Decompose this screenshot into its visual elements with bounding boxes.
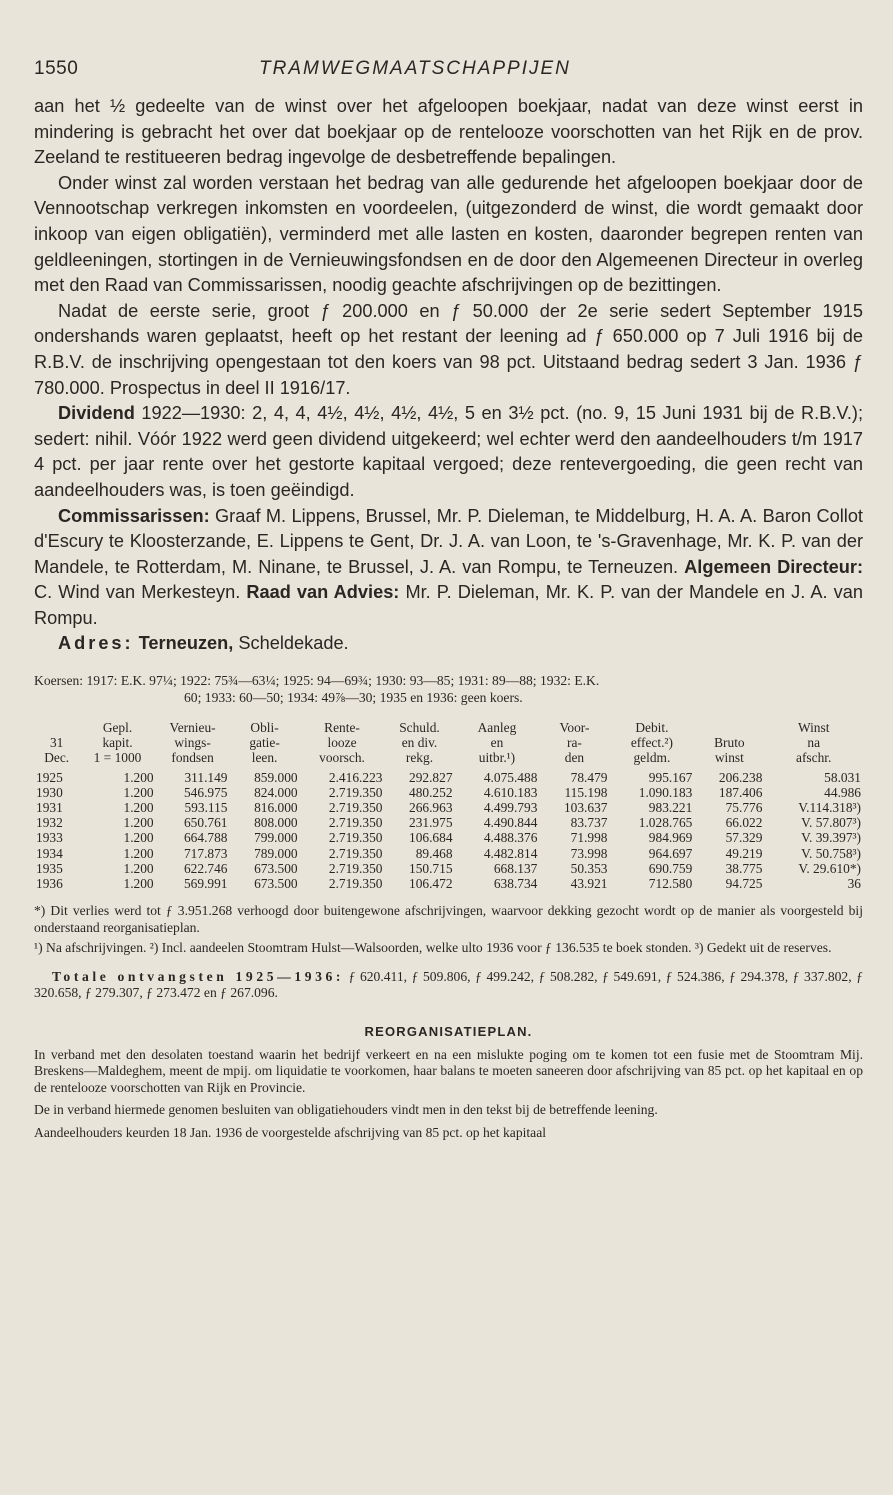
table-header-row: [34, 735, 863, 750]
table-header-cell: Gepl.: [102, 720, 133, 736]
totale-text: ƒ 620.411, ƒ 509.806, ƒ 499.242, ƒ 508.282, ƒ 549.691, ƒ 524.386, ƒ 294.378, ƒ 337.802, ƒ 320.658, ƒ 279.307, ƒ 273.472 en ƒ 267.096.: [34, 968, 863, 1001]
adres-text: Scheldekade.: [233, 633, 349, 654]
reorg-paragraph-2: De in verband hiermede genomen besluiten van obligatiehouders vindt men in den tekst bij de betreffende leening.: [34, 1102, 658, 1118]
table-cell: V. 50.758³): [801, 845, 861, 861]
table-cell: 668.137: [493, 860, 538, 876]
page-number: 1550: [34, 58, 79, 79]
table-cell: 73.998: [570, 845, 608, 861]
table-cell: 78.479: [570, 769, 608, 785]
table-header-cell: voorsch.: [319, 750, 365, 766]
dividend-label: Dividend: [58, 403, 135, 424]
directeur-text: C. Wind van Merkesteyn.: [34, 582, 247, 603]
commissarissen-text: Graaf M. Lippens, Brussel, Mr. P. Dieleman, te Middelburg, H. A. A. Baron Collot d'Escury te Kloosterzande, E. Lippens te Gent, Dr. J. A. van Loon, te 's-Gravenhage, Mr. K. P. van der Mandele, te Rotterdam, M. Ninane, te Brussel, J. A. van Rompu, te Terneuzen.: [34, 505, 863, 577]
table-header-cell: Bruto: [714, 735, 745, 751]
table-cell: V. 57.807³): [801, 815, 861, 831]
table-header-cell: Schuld.: [399, 720, 440, 736]
table-cell: 569.991: [183, 876, 228, 892]
dividend-text: 1922—1930: 2, 4, 4, 4½, 4½, 4½, 4½, 5 en 3½ pct. (no. 9, 15 Juni 1931 bij de R.B.V.); sedert: nihil. Vóór 1922 werd geen dividend uitgekeerd; wel echter werd den aandeelhouders t/m 1917 4 pct. per jaar rente over het gestorte kapitaal vergoed; deze rentevergoeding, die geen recht van aandeelhouders was, is toen geëindigd.: [34, 403, 863, 500]
table-row: [34, 830, 863, 845]
reorganisatieplan: [34, 1047, 863, 1142]
table-cell: 593.115: [184, 800, 228, 816]
paragraph-loan-issue: Nadat de eerste serie, groot ƒ 200.000 en ƒ 50.000 der 2e serie sedert September 1915 ondershands waren geplaatst, heeft op het restant der leening ad ƒ 650.000 op 7 Juli 1916 bij de R.B.V. de inschrijving opengestaan tot den koers van 98 pct. Uitstaand bedrag sedert 3 Jan. 1936 ƒ 780.000. Prospectus in deel II 1916/17.: [34, 300, 863, 398]
financial-table: [34, 720, 863, 891]
table-cell: 4.610.183: [483, 784, 538, 800]
table-cell: 75.776: [725, 800, 763, 816]
table-cell: 94.725: [725, 876, 763, 892]
table-cell: 89.468: [415, 845, 453, 861]
table-cell: 43.921: [570, 876, 608, 892]
table-row: [34, 770, 863, 785]
table-year-cell: 1936: [36, 876, 63, 892]
table-header-cell: looze: [327, 735, 357, 751]
table-header-cell: den: [564, 750, 585, 766]
footnote-references: ¹) Na afschrijvingen. ²) Incl. aandeelen Stoomtram Hulst—Walsoorden, welke ulto 1936 voor ƒ 136.535 te boek stonden. ³) Gedekt uit de reserves.: [34, 940, 832, 956]
totale-ontvangsten: [34, 969, 863, 1002]
table-cell: 546.975: [183, 784, 228, 800]
adres-label: Adres:: [58, 633, 134, 654]
table-header-cell: na: [807, 735, 821, 751]
koersen-line-1: Koersen: 1917: E.K. 97¼; 1922: 75¾—63¼; 1925: 94—69¾; 1930: 93—85; 1931: 89—88; 1932: E.K.: [34, 673, 600, 689]
table-cell: 57.329: [725, 830, 763, 846]
advies-text: Mr. P. Dieleman, Mr. K. P. van der Mandele en J. A. van Rompu.: [34, 582, 864, 628]
directeur-label: Algemeen Directeur:: [684, 556, 863, 577]
table-cell: 1.200: [123, 769, 154, 785]
paragraph-dividend: [34, 401, 863, 503]
table-cell: 2.416.223: [328, 769, 383, 785]
table-header-cell: gatie-: [249, 735, 280, 751]
table-cell: 984.969: [648, 830, 693, 846]
table-cell: 690.759: [648, 860, 693, 876]
table-header-cell: winst: [714, 750, 744, 766]
table-cell: 824.000: [254, 784, 298, 800]
table-cell: 480.252: [409, 784, 453, 800]
table-header-cell: wings-: [174, 735, 211, 751]
table-header-cell: ra-: [566, 735, 582, 751]
table-row: [34, 815, 863, 830]
table-cell: 1.200: [123, 800, 154, 816]
table-header-cell: Obli-: [250, 720, 279, 736]
advies-label: Raad van Advies:: [246, 582, 400, 603]
table-cell: 2.719.350: [328, 784, 383, 800]
table-row: [34, 800, 863, 815]
reorg-paragraph-1: In verband met den desolaten toestand waarin het bedrijf verkeert en na een mislukte poging om te komen tot een fusie met de Stoomtram Mij. Breskens—Maldeghem, meent de mpij. om liquidatie te voorkomen, haar balans te moeten saneeren door afschrijving van 85 pct. op het kapitaal en op de rentelooze voorschotten van Rijk en Provincie.: [34, 1046, 863, 1095]
paragraph-profit-share: aan het ½ gedeelte van de winst over het afgeloopen boekjaar, nadat van deze winst eerst in mindering is gebracht het over dat boekjaar op de rentelooze voorschotten van het Rijk en de prov. Zeeland te restitueeren bedrag ingevolge de desbetreffende bepalingen.: [34, 96, 863, 168]
adres-place: Terneuzen,: [138, 633, 234, 654]
table-cell: 58.031: [824, 769, 861, 785]
table-row: [34, 846, 863, 861]
table-cell: 1.200: [123, 830, 154, 846]
table-cell: 266.963: [409, 800, 453, 816]
table-cell: V. 29.610*): [798, 860, 861, 876]
table-cell: 106.684: [409, 830, 453, 846]
table-cell: 106.472: [409, 876, 453, 892]
table-header-cell: en div.: [401, 735, 438, 751]
table-year-cell: 1930: [36, 784, 63, 800]
table-cell: 2.719.350: [328, 876, 383, 892]
table-header-cell: kapit.: [102, 735, 133, 751]
table-year-cell: 1935: [36, 860, 63, 876]
table-header-cell: effect.²): [630, 735, 673, 751]
table-cell: 4.482.814: [483, 845, 538, 861]
table-cell: 83.737: [570, 815, 608, 831]
table-cell: 44.986: [824, 784, 861, 800]
table-cell: 50.353: [570, 860, 608, 876]
table-cell: 231.975: [409, 815, 453, 831]
table-year-cell: 1925: [36, 769, 63, 785]
koersen: [34, 673, 863, 706]
table-cell: 187.406: [718, 784, 763, 800]
table-row: [34, 861, 863, 876]
table-cell: 292.827: [409, 769, 453, 785]
table-cell: 808.000: [254, 815, 298, 831]
table-cell: 1.200: [123, 784, 154, 800]
table-header-row: [34, 750, 863, 769]
table-cell: 206.238: [718, 769, 763, 785]
table-cell: 983.221: [648, 800, 693, 816]
table-header-cell: afschr.: [796, 750, 832, 766]
table-cell: 995.167: [648, 769, 693, 785]
table-header-cell: rekg.: [405, 750, 434, 766]
table-header-cell: en: [490, 735, 504, 751]
footnote-loss: *) Dit verlies werd tot ƒ 3.951.268 verhoogd door buitengewone afschrijvingen, waarvoor dekking gezocht wordt op de manier als voorgesteld bij onderstaand reorganisatieplan.: [34, 903, 863, 935]
table-header-cell: geldm.: [633, 750, 671, 766]
table-header-cell: [34, 720, 79, 735]
table-cell: 49.219: [725, 845, 763, 861]
table-cell: 2.719.350: [328, 830, 383, 846]
table-cell: 4.488.376: [483, 830, 538, 846]
table-cell: 311.149: [184, 769, 228, 785]
paragraph-winst-definition: Onder winst zal worden verstaan het bedrag van alle gedurende het afgeloopen boekjaar door de Vennootschap verkregen inkomsten en voordeelen, (uitgezonderd de winst, die wordt gemaakt door inkoop van eigen obligatiën), verminderd met alle lasten en kosten, daaronder begrepen renten van geldleeningen, stortingen in de Vernieuwingsfondsen en de door den Algemeenen Directeur in overleg met den Raad van Commissarissen, noodig geachte afschrijvingen op de bezittingen.: [34, 172, 863, 296]
table-cell: 717.873: [183, 845, 228, 861]
table-cell: V.114.318³): [798, 800, 861, 816]
table-cell: 1.200: [123, 860, 154, 876]
table-header-cell: Debit.: [635, 720, 669, 736]
table-cell: 1.200: [123, 815, 154, 831]
table-year-cell: 1932: [36, 815, 63, 831]
table-cell: 2.719.350: [328, 800, 383, 816]
table-cell: 664.788: [183, 830, 228, 846]
table-cell: 4.490.844: [483, 815, 538, 831]
koersen-line-2: 60; 1933: 60—50; 1934: 49⅞—30; 1935 en 1936: geen koers.: [184, 689, 523, 705]
table-header-cell: Dec.: [44, 750, 70, 766]
table-cell: 115.198: [564, 784, 608, 800]
table-cell: 859.000: [254, 769, 298, 785]
table-cell: 150.715: [409, 860, 453, 876]
table-cell: 4.499.793: [483, 800, 538, 816]
table-cell: 2.719.350: [328, 845, 383, 861]
paragraph-board: [34, 504, 863, 632]
table-header-cell: uitbr.¹): [478, 750, 516, 766]
table-header-cell: Aanleg: [477, 720, 517, 736]
table-header-cell: Vernieu-: [169, 720, 216, 736]
table-cell: V. 39.397³): [801, 830, 861, 846]
table-cell: 1.200: [123, 876, 154, 892]
table-cell: 38.775: [725, 860, 763, 876]
table-year-cell: 1934: [36, 845, 63, 861]
footnotes: [34, 903, 863, 957]
table-row: [34, 876, 863, 891]
table-cell: 789.000: [254, 845, 298, 861]
table-header-cell: leen.: [251, 750, 278, 766]
table-cell: 964.697: [648, 845, 693, 861]
table-cell: 66.022: [725, 815, 763, 831]
table-header-cell: 1 = 1000: [93, 750, 142, 766]
table-cell: 712.580: [648, 876, 693, 892]
table-year-cell: 1933: [36, 830, 63, 846]
table-cell: 103.637: [563, 800, 608, 816]
table-row: [34, 785, 863, 800]
reorg-paragraph-3: Aandeelhouders keurden 18 Jan. 1936 de voorgestelde afschrijving van 85 pct. op het kapitaal: [34, 1124, 547, 1140]
table-cell: 2.719.350: [328, 860, 383, 876]
totale-label: Totale ontvangsten 1925—1936:: [52, 968, 345, 984]
table-header-cell: 31: [49, 735, 64, 751]
table-cell: 4.075.488: [483, 769, 538, 785]
table-cell: 622.746: [183, 860, 228, 876]
table-cell: 673.500: [254, 860, 298, 876]
table-header-cell: fondsen: [171, 750, 214, 766]
table-cell: 1.028.765: [638, 815, 693, 831]
table-cell: 1.200: [123, 845, 154, 861]
table-cell: 2.719.350: [328, 815, 383, 831]
paragraph-address: [34, 631, 863, 657]
table-cell: 36: [847, 876, 861, 892]
reorganisatieplan-title: REORGANISATIEPLAN.: [364, 1023, 533, 1039]
table-header-cell: Winst: [797, 720, 830, 736]
table-header-cell: [694, 720, 764, 735]
table-cell: 673.500: [254, 876, 298, 892]
table-cell: 816.000: [254, 800, 298, 816]
table-cell: 71.998: [570, 830, 608, 846]
table-cell: 638.734: [493, 876, 538, 892]
table-cell: 1.090.183: [638, 784, 693, 800]
page-header: [34, 58, 863, 80]
table-header-cell: Rente-: [324, 720, 360, 736]
table-year-cell: 1931: [36, 800, 63, 816]
commissarissen-label: Commissarissen:: [58, 505, 210, 526]
table-cell: 650.761: [183, 815, 228, 831]
table-header-row: [34, 720, 863, 735]
table-header-cell: Voor-: [559, 720, 590, 736]
table-cell: 799.000: [254, 830, 298, 846]
running-title: TRAMWEGMAATSCHAPPIJEN: [259, 58, 571, 79]
